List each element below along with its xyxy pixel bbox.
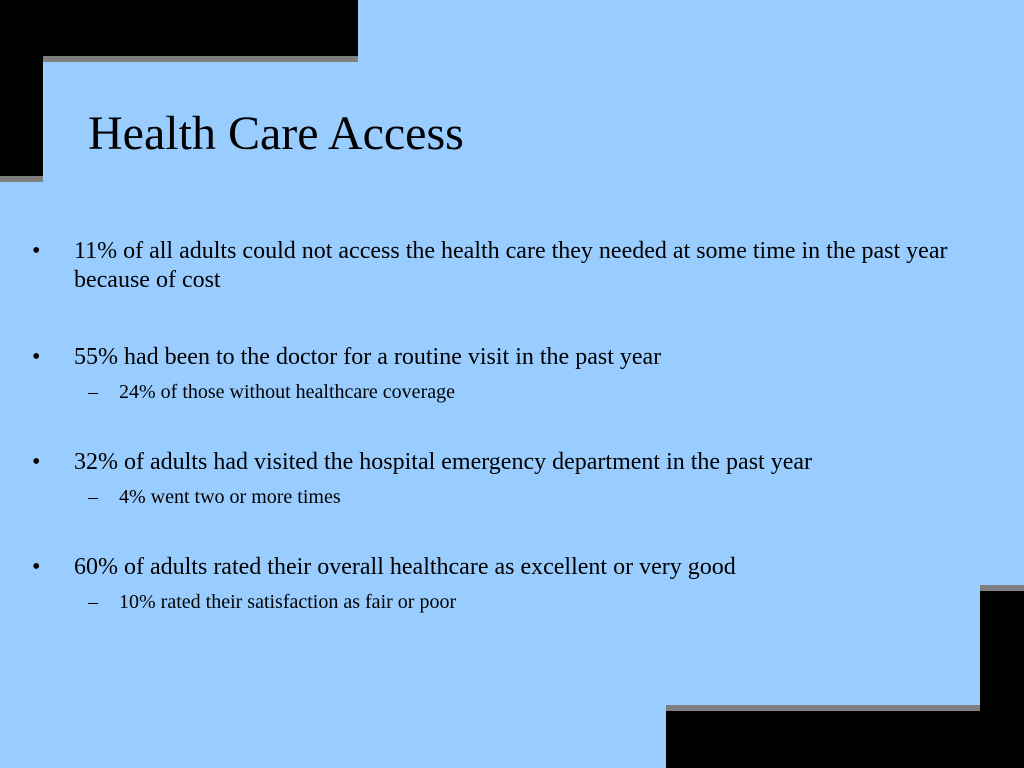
bullet-text: 60% of adults rated their overall healthcare as excellent or very good xyxy=(74,554,736,580)
sub-bullet-item xyxy=(88,590,456,614)
corner-decoration-bottom-right xyxy=(666,711,1024,768)
bullet-text: 32% of adults had visited the hospital emergency department in the past year xyxy=(74,449,813,475)
bullet-text: 55% had been to the doctor for a routine visit in the past year xyxy=(74,344,662,370)
bullet-marker: • xyxy=(32,554,41,580)
sub-bullet-marker: – xyxy=(88,381,98,403)
sub-bullet-text: 10% rated their satisfaction as fair or poor xyxy=(119,591,457,613)
corner-decoration-top-left xyxy=(0,0,358,56)
bullet-marker: • xyxy=(32,238,41,264)
sub-bullet-marker: – xyxy=(88,591,98,613)
bullet-item xyxy=(32,553,962,582)
sub-bullet-item xyxy=(88,380,455,404)
bullet-item xyxy=(32,448,962,477)
bullet-text: 11% of all adults could not access the health care they needed at some time in the past year because of cost xyxy=(74,238,948,293)
corner-decoration-top-left xyxy=(0,0,43,176)
slide-title: Health Care Access xyxy=(88,107,464,160)
sub-bullet-item xyxy=(88,485,341,509)
sub-bullet-text: 4% went two or more times xyxy=(119,486,341,508)
sub-bullet-text: 24% of those without healthcare coverage xyxy=(119,381,455,403)
bullet-marker: • xyxy=(32,344,41,370)
bullet-item xyxy=(32,343,962,372)
sub-bullet-marker: – xyxy=(88,486,98,508)
bullet-item xyxy=(32,237,962,295)
bullet-marker: • xyxy=(32,449,41,475)
